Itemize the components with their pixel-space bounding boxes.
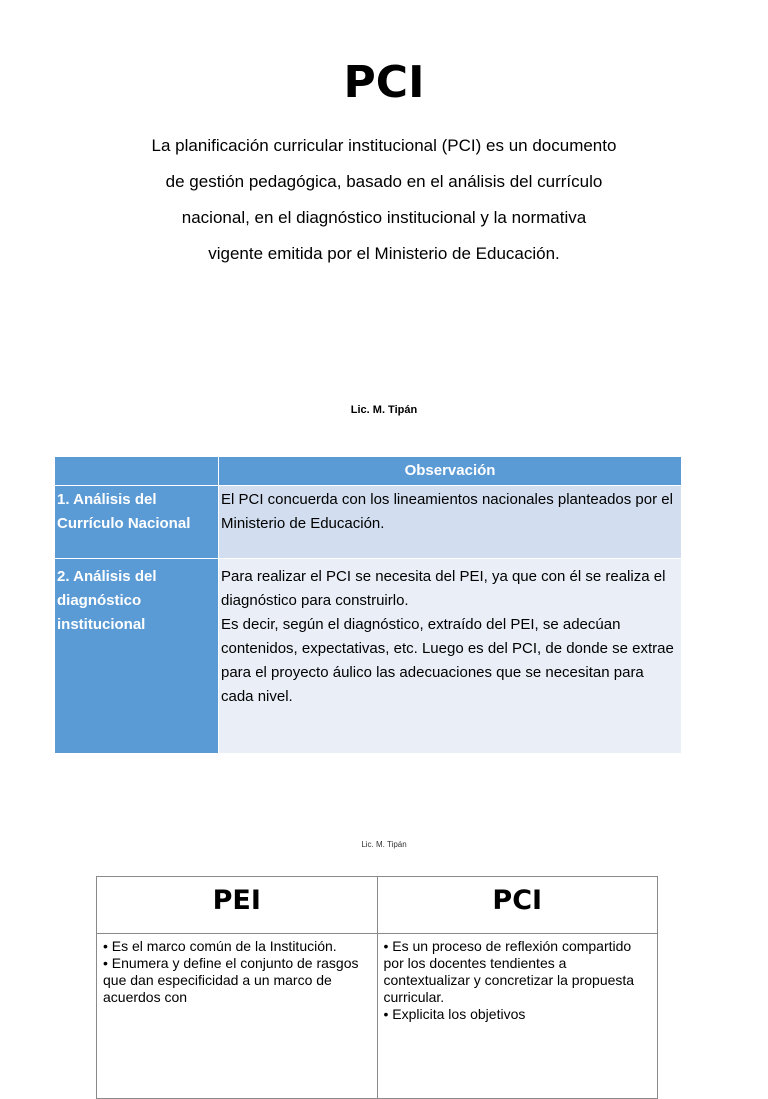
page-title: PCI: [343, 57, 425, 108]
intro-line: nacional, en el diagnóstico institucional y la normativa: [181, 208, 587, 227]
row-observation: [219, 559, 682, 754]
intro-paragraph: [100, 128, 668, 272]
row-observation: El PCI concuerda con los lineamientos nacionales planteados por el Ministerio de Educación.: [219, 486, 682, 559]
observation-table: [54, 456, 682, 754]
list-item: • Es un proceso de reflexión compartido por los docentes tendientes a contextualizar y concretizar la propuesta curricular.: [383, 938, 635, 1005]
table-row: [55, 486, 682, 559]
intro-line: La planificación curricular institucional (PCI) es un documento: [151, 136, 617, 155]
table-row: [55, 559, 682, 754]
table-header-row: [55, 457, 682, 486]
author-caption: Lic. M. Tipán: [350, 404, 418, 416]
observation-paragraph: Para realizar el PCI se necesita del PEI, ya que con él se realiza el diagnóstico para construirlo.: [221, 568, 666, 609]
comparison-body-row: [97, 934, 658, 1099]
row-label: 2. Análisis del diagnóstico institucional: [55, 559, 219, 754]
pei-cell: [97, 934, 378, 1099]
observation-header: Observación: [219, 457, 682, 486]
row-label: 1. Análisis del Currículo Nacional: [55, 486, 219, 559]
comparison-header-row: [97, 877, 658, 934]
comparison-table: [96, 876, 658, 1099]
intro-line: de gestión pedagógica, basado en el análisis del currículo: [165, 172, 603, 191]
author-caption-small: Lic. M. Tipán: [361, 840, 407, 849]
pci-cell: [377, 934, 658, 1099]
list-item: • Explicita los objetivos: [383, 1006, 526, 1022]
observation-paragraph: Es decir, según el diagnóstico, extraído del PEI, se adecúan contenidos, expectativas, etc. Luego es del PCI, de donde se extrae para el proyecto áulico las adecuaciones que se necesitan para cada nivel.: [221, 616, 674, 705]
intro-line: vigente emitida por el Ministerio de Educación.: [208, 244, 560, 263]
pei-header: PEI: [97, 877, 378, 934]
pci-header: PCI: [377, 877, 658, 934]
header-empty-cell: [55, 457, 219, 486]
list-item: • Es el marco común de la Institución.: [103, 938, 337, 954]
list-item: • Enumera y define el conjunto de rasgos que dan especificidad a un marco de acuerdos con: [103, 955, 359, 1005]
